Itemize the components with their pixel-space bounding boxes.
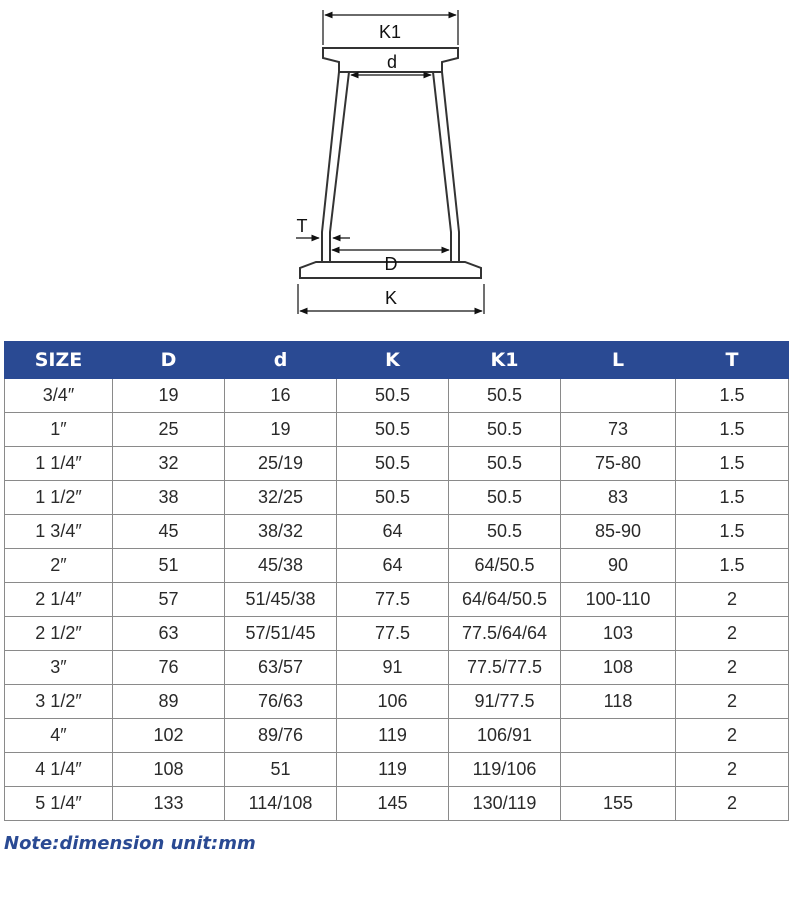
table-row	[5, 447, 789, 481]
cell-l: 90	[561, 549, 676, 583]
cell-size: 1″	[5, 413, 113, 447]
cell-k: 50.5	[337, 379, 449, 413]
table-body	[5, 379, 789, 821]
cell-d-inner: 114/108	[225, 787, 337, 821]
cell-k1: 64/50.5	[449, 549, 561, 583]
cell-t: 2	[676, 685, 789, 719]
cell-k1: 50.5	[449, 515, 561, 549]
cell-d-inner: 89/76	[225, 719, 337, 753]
table-row	[5, 651, 789, 685]
cell-size: 1 1/4″	[5, 447, 113, 481]
cell-d-inner: 16	[225, 379, 337, 413]
cell-d-outer: 38	[113, 481, 225, 515]
table-row	[5, 515, 789, 549]
cell-d-outer: 57	[113, 583, 225, 617]
cell-d-inner: 51/45/38	[225, 583, 337, 617]
cell-size: 3″	[5, 651, 113, 685]
table-row	[5, 481, 789, 515]
cell-t: 2	[676, 787, 789, 821]
cell-d-outer: 32	[113, 447, 225, 481]
table-row	[5, 787, 789, 821]
cell-t: 2	[676, 583, 789, 617]
label-t: T	[296, 216, 308, 236]
cell-t: 1.5	[676, 515, 789, 549]
cell-d-inner: 76/63	[225, 685, 337, 719]
cell-k1: 50.5	[449, 481, 561, 515]
unit-note: Note:dimension unit:mm	[4, 833, 256, 854]
cell-l: 118	[561, 685, 676, 719]
cell-l	[561, 753, 676, 787]
cell-k1: 64/64/50.5	[449, 583, 561, 617]
cell-t: 1.5	[676, 379, 789, 413]
cell-l: 73	[561, 413, 676, 447]
cell-size: 4 1/4″	[5, 753, 113, 787]
table-row	[5, 379, 789, 413]
cell-l: 155	[561, 787, 676, 821]
cell-t: 1.5	[676, 481, 789, 515]
label-small-d: d	[386, 52, 398, 72]
cell-k: 64	[337, 549, 449, 583]
label-k1: K1	[378, 22, 402, 42]
table-row	[5, 413, 789, 447]
table-header-row	[5, 342, 789, 379]
cell-l: 100-110	[561, 583, 676, 617]
table-row	[5, 753, 789, 787]
cell-k: 64	[337, 515, 449, 549]
cell-d-inner: 38/32	[225, 515, 337, 549]
cell-size: 5 1/4″	[5, 787, 113, 821]
cell-k1: 130/119	[449, 787, 561, 821]
cell-l	[561, 719, 676, 753]
table-row	[5, 685, 789, 719]
cell-d-outer: 89	[113, 685, 225, 719]
table-row	[5, 583, 789, 617]
reducer-outline	[300, 48, 481, 278]
cell-k1: 50.5	[449, 447, 561, 481]
table-row	[5, 549, 789, 583]
cell-k: 77.5	[337, 583, 449, 617]
cell-k1: 106/91	[449, 719, 561, 753]
cell-d-outer: 45	[113, 515, 225, 549]
cell-k: 119	[337, 753, 449, 787]
cell-d-outer: 51	[113, 549, 225, 583]
cell-d-inner: 25/19	[225, 447, 337, 481]
cell-size: 3/4″	[5, 379, 113, 413]
cell-t: 1.5	[676, 549, 789, 583]
cell-l: 83	[561, 481, 676, 515]
cell-t: 1.5	[676, 413, 789, 447]
cell-k: 145	[337, 787, 449, 821]
cell-d-inner: 45/38	[225, 549, 337, 583]
header-l: L	[561, 342, 676, 379]
cell-d-outer: 108	[113, 753, 225, 787]
cell-size: 1 1/2″	[5, 481, 113, 515]
cell-t: 2	[676, 617, 789, 651]
cell-d-outer: 133	[113, 787, 225, 821]
cell-t: 1.5	[676, 447, 789, 481]
cell-l: 75-80	[561, 447, 676, 481]
cell-size: 1 3/4″	[5, 515, 113, 549]
cell-k1: 50.5	[449, 379, 561, 413]
cell-d-inner: 57/51/45	[225, 617, 337, 651]
cell-size: 4″	[5, 719, 113, 753]
header-k1: K1	[449, 342, 561, 379]
header-size: SIZE	[5, 342, 113, 379]
cell-size: 2 1/2″	[5, 617, 113, 651]
cell-l: 108	[561, 651, 676, 685]
cell-size: 3 1/2″	[5, 685, 113, 719]
cell-k1: 77.5/77.5	[449, 651, 561, 685]
cell-d-outer: 63	[113, 617, 225, 651]
cell-k: 50.5	[337, 447, 449, 481]
cell-size: 2″	[5, 549, 113, 583]
cell-k: 119	[337, 719, 449, 753]
cell-k: 77.5	[337, 617, 449, 651]
cell-size: 2 1/4″	[5, 583, 113, 617]
cell-d-outer: 102	[113, 719, 225, 753]
cell-d-outer: 76	[113, 651, 225, 685]
cell-t: 2	[676, 651, 789, 685]
cell-d-inner: 63/57	[225, 651, 337, 685]
header-d-outer: D	[113, 342, 225, 379]
cell-k1: 119/106	[449, 753, 561, 787]
cell-l	[561, 379, 676, 413]
cell-t: 2	[676, 719, 789, 753]
header-k: K	[337, 342, 449, 379]
label-k: K	[384, 288, 398, 308]
reducer-diagram	[0, 0, 790, 330]
cell-k1: 77.5/64/64	[449, 617, 561, 651]
cell-l: 103	[561, 617, 676, 651]
cell-k1: 50.5	[449, 413, 561, 447]
cell-k1: 91/77.5	[449, 685, 561, 719]
cell-k: 91	[337, 651, 449, 685]
cell-k: 106	[337, 685, 449, 719]
cell-l: 85-90	[561, 515, 676, 549]
cell-k: 50.5	[337, 413, 449, 447]
cell-d-inner: 51	[225, 753, 337, 787]
spec-table	[4, 341, 789, 821]
cell-t: 2	[676, 753, 789, 787]
cell-d-inner: 19	[225, 413, 337, 447]
label-big-d: D	[384, 254, 398, 274]
cell-d-outer: 19	[113, 379, 225, 413]
cell-k: 50.5	[337, 481, 449, 515]
header-t: T	[676, 342, 789, 379]
cell-d-inner: 32/25	[225, 481, 337, 515]
cell-d-outer: 25	[113, 413, 225, 447]
header-d-inner: d	[225, 342, 337, 379]
table-row	[5, 617, 789, 651]
table-row	[5, 719, 789, 753]
